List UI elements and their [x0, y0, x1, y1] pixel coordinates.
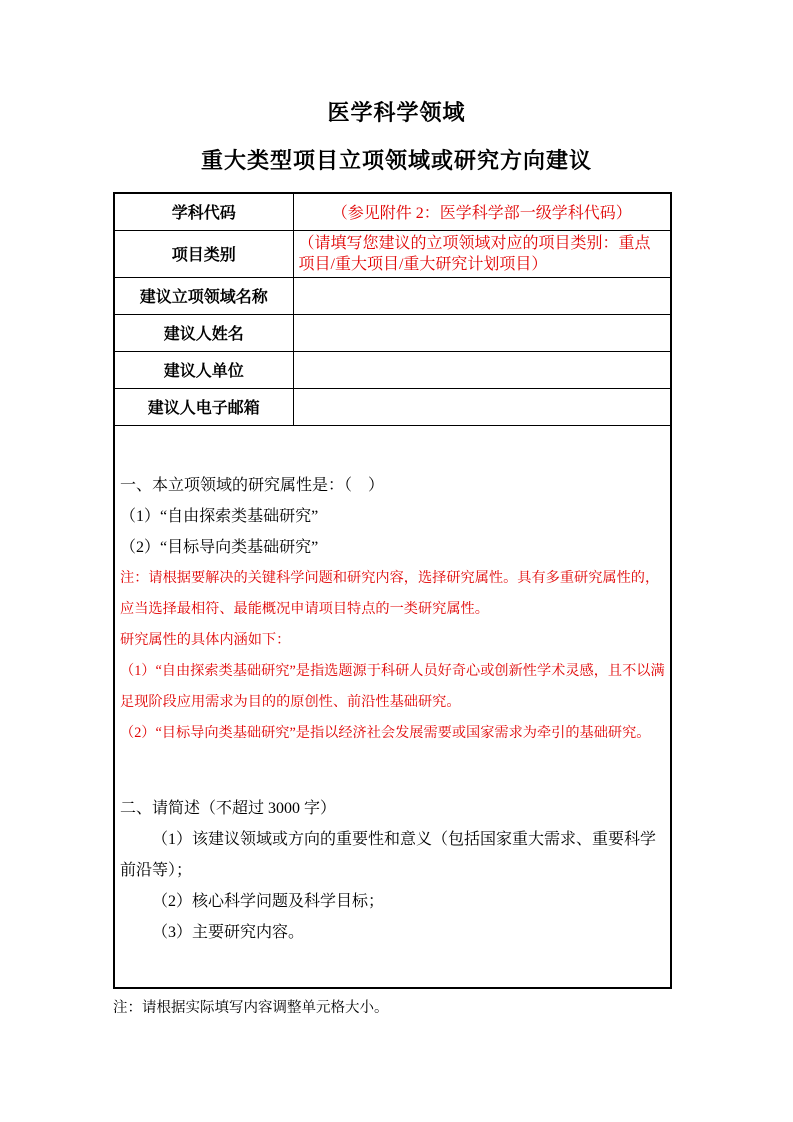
field-value-proposer-affiliation[interactable] — [293, 351, 671, 388]
table-row — [114, 230, 671, 277]
field-label-proposer-name: 建议人姓名 — [114, 314, 293, 351]
table-row — [114, 425, 671, 988]
doc-title-line2: 重大类型项目立项领域或研究方向建议 — [200, 148, 592, 173]
footer-note: 注：请根据实际填写内容调整单元格大小。 — [113, 1000, 389, 1016]
section-one-option-2: （2）“目标导向类基础研究” — [120, 539, 319, 557]
section-one-heading: 一、本立项领域的研究属性是：（ ） — [120, 477, 385, 495]
section-two-item-1: （1）该建议领域或方向的重要性和意义（包括国家重大需求、重要科学前沿等）； — [120, 831, 657, 880]
section-two-heading: 二、请简述（不超过 3000 字） — [120, 800, 337, 818]
section-one-note-intro: 研究属性的具体内涵如下： — [120, 632, 291, 649]
section-two-item-2: （2）核心科学问题及科学目标； — [152, 893, 385, 911]
table-row — [114, 277, 671, 314]
field-value-project-category[interactable] — [293, 230, 671, 277]
table-row — [114, 193, 671, 230]
field-label-subject-code: 学科代码 — [114, 193, 293, 230]
table-row — [114, 314, 671, 351]
field-label-proposed-field-name: 建议立项领域名称 — [114, 277, 293, 314]
field-label-proposer-affiliation: 建议人单位 — [114, 351, 293, 388]
section-one-definition-2: （2）“目标导向类基础研究”是指以经济社会发展需要或国家需求为牵引的基础研究。 — [120, 725, 651, 742]
field-value-proposed-field-name[interactable] — [293, 277, 671, 314]
section-two-item-3: （3）主要研究内容。 — [152, 924, 305, 942]
field-value-proposer-name[interactable] — [293, 314, 671, 351]
project-category-hint: （请填写您建议的立项领域对应的项目类别：重点项目/重大项目/重大研究计划项目） — [298, 234, 651, 273]
content-cell[interactable] — [114, 425, 671, 988]
field-value-subject-code[interactable]: （参见附件 2：医学科学部一级学科代码） — [293, 193, 671, 230]
table-row — [114, 351, 671, 388]
section-one-definition-1: （1）“自由探索类基础研究”是指选题源于科研人员好奇心或创新性学术灵感，且不以满足现阶段应用需求为目的的原创性、前沿性基础研究。 — [120, 663, 665, 711]
section-one-note: 注：请根据要解决的关键科学问题和研究内容，选择研究属性。具有多重研究属性的，应当选择最相符、最能概况申请项目特点的一类研究属性。 — [120, 570, 660, 618]
table-row — [114, 388, 671, 425]
doc-title-line1: 医学科学领域 — [327, 100, 466, 125]
section-two — [120, 793, 665, 948]
field-label-proposer-email: 建议人电子邮箱 — [114, 388, 293, 425]
field-label-project-category: 项目类别 — [114, 230, 293, 277]
section-one-option-1: （1）“自由探索类基础研究” — [120, 508, 319, 526]
field-value-proposer-email[interactable] — [293, 388, 671, 425]
proposal-form-table — [113, 192, 672, 989]
section-one — [120, 470, 665, 749]
